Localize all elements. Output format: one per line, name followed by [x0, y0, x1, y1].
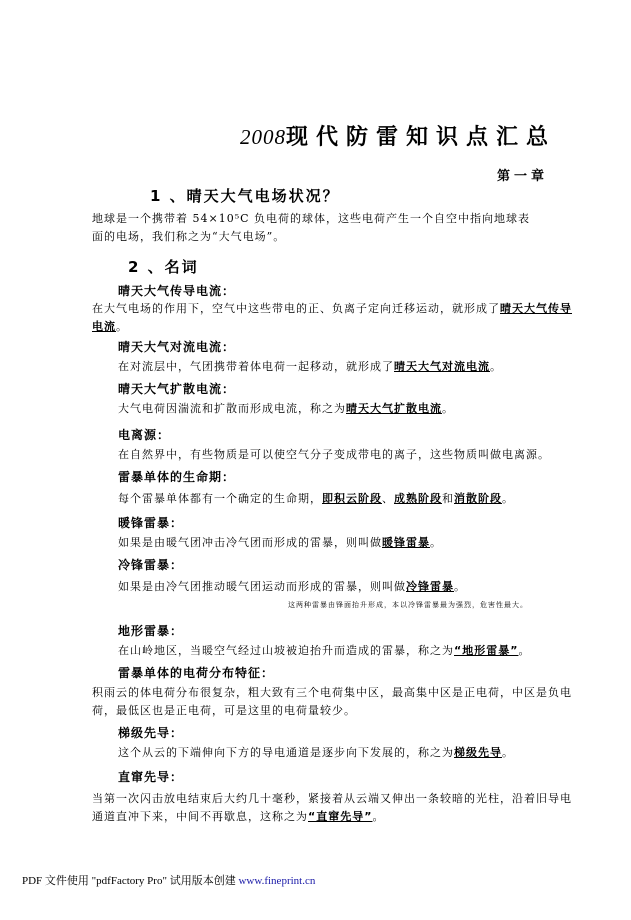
keyword-underlined: 即积云阶段: [322, 492, 382, 505]
term-text-dart-line-1: 当第一次闪击放电结束后大约几十毫秒，紧接着从云端又伸出一条较暗的光柱，沿着旧导电: [92, 792, 572, 805]
title-text: 现代防雷知识点汇总: [286, 125, 557, 150]
term-text-ionization: 在自然界中，有些物质是可以使空气分子变成带电的离子，这些物质叫做电离源。: [118, 448, 550, 461]
plain-text: 、: [382, 492, 394, 505]
plain-text: 。: [490, 360, 502, 373]
term-heading-diffusion-current: 晴天大气扩散电流：: [118, 382, 236, 396]
term-heading-conduction-current: 晴天大气传导电流：: [118, 284, 236, 298]
plain-text: 。: [430, 536, 442, 549]
pdf-footer: [22, 872, 315, 888]
term-heading-warm-front: 暖锋雷暴：: [118, 516, 184, 530]
footer-link[interactable]: www.fineprint.cn: [238, 875, 316, 887]
chapter-label: 第一章: [497, 169, 549, 184]
term-heading-cold-front: 冷锋雷暴：: [118, 558, 184, 572]
term-text-cold-front: [118, 578, 466, 595]
plain-text: 在大气电场的作用下，空气中这些带电的正、负离子定向迁移运动，就形成了: [92, 302, 500, 315]
term-heading-charge-distribution: 雷暴单体的电荷分布特征：: [118, 666, 275, 680]
plain-text: 在山岭地区，当暖空气经过山坡被迫抬升而造成的雷暴，称之为: [118, 644, 454, 657]
term-heading-stepped-leader: 梯级先导：: [118, 726, 184, 740]
term-text-charge-line-1: 积雨云的体电荷分布很复杂，粗大致有三个电荷集中区，最高集中区是正电荷，中区是负电: [92, 686, 572, 699]
plain-text: 。: [502, 746, 514, 759]
title-year: 2008: [240, 125, 286, 149]
term-heading-orographic: 地形雷暴：: [118, 624, 184, 638]
section-2-heading: 2 、名词: [128, 258, 199, 276]
keyword-underlined: 晴天大气对流电流: [394, 360, 490, 373]
plain-text: 。: [502, 492, 514, 505]
plain-text: 这个从云的下端伸向下方的导电通道是逐步向下发展的，称之为: [118, 746, 454, 759]
plain-text: 如果是由暖气团冲击冷气团而形成的雷暴，则叫做: [118, 536, 382, 549]
section-1-text-line-2: 面的电场，我们称之为“大气电场”。: [92, 230, 286, 243]
term-text-stepped-leader: [118, 744, 514, 761]
term-text-dart-line-2: [92, 808, 384, 825]
term-text-conduction-line-2: [92, 318, 128, 335]
plain-text: 和: [442, 492, 454, 505]
term-heading-thunderstorm-lifecycle: 雷暴单体的生命期：: [118, 470, 236, 484]
term-text-diffusion: [118, 400, 454, 417]
term-heading-ionization-source: 电离源：: [118, 428, 171, 442]
term-heading-convection-current: 晴天大气对流电流：: [118, 340, 236, 354]
cold-front-note: 这两种雷暴由锋面抬升形成，本以冷锋雷暴最为强烈，危害性最大。: [288, 601, 528, 609]
keyword-underlined: 成熟阶段: [394, 492, 442, 505]
plain-text: 。: [518, 644, 531, 657]
document-title: [240, 120, 556, 151]
term-heading-dart-leader: 直窜先导：: [118, 770, 184, 784]
term-text-warm-front: [118, 534, 442, 551]
keyword-underlined: 晴天大气扩散电流: [346, 402, 442, 415]
plain-text: 每个雷暴单体都有一个确定的生命期，: [118, 492, 322, 505]
keyword-underlined: “地形雷暴”: [454, 644, 519, 657]
term-text-convection: [118, 358, 502, 375]
plain-text: 。: [372, 810, 385, 823]
keyword-underlined: 梯级先导: [454, 746, 502, 759]
term-text-conduction-line-1: [92, 300, 572, 317]
keyword-underlined: 暖锋雷暴: [382, 536, 430, 549]
term-text-charge-line-2: 荷，最低区也是正电荷，可是这里的电荷量较少。: [92, 704, 356, 717]
keyword-underlined: 电流: [92, 320, 116, 333]
section-1-text-line-1: 地球是一个携带着 54×10⁵C 负电荷的球体，这些电荷产生一个自空中指向地球表: [92, 212, 531, 225]
keyword-underlined: 冷锋雷暴: [406, 580, 454, 593]
plain-text: 通道直冲下来，中间不再歇息，这称之为: [92, 810, 308, 823]
term-text-lifecycle: [118, 490, 514, 507]
term-text-orographic: [118, 642, 530, 659]
plain-text: 在对流层中，气团携带着体电荷一起移动，就形成了: [118, 360, 394, 373]
plain-text: 。: [454, 580, 466, 593]
keyword-underlined: “直窜先导”: [308, 810, 373, 823]
plain-text: 。: [442, 402, 454, 415]
plain-text: 如果是由冷气团推动暖气团运动而形成的雷暴，则叫做: [118, 580, 406, 593]
plain-text: 大气电荷因湍流和扩散而形成电流，称之为: [118, 402, 346, 415]
keyword-underlined: 晴天大气传导: [500, 302, 572, 315]
keyword-underlined: 消散阶段: [454, 492, 502, 505]
section-1-heading: 1 、晴天大气电场状况？: [150, 187, 340, 205]
footer-text: PDF 文件使用 "pdfFactory Pro" 试用版本创建: [22, 875, 239, 887]
plain-text: 。: [116, 320, 128, 333]
